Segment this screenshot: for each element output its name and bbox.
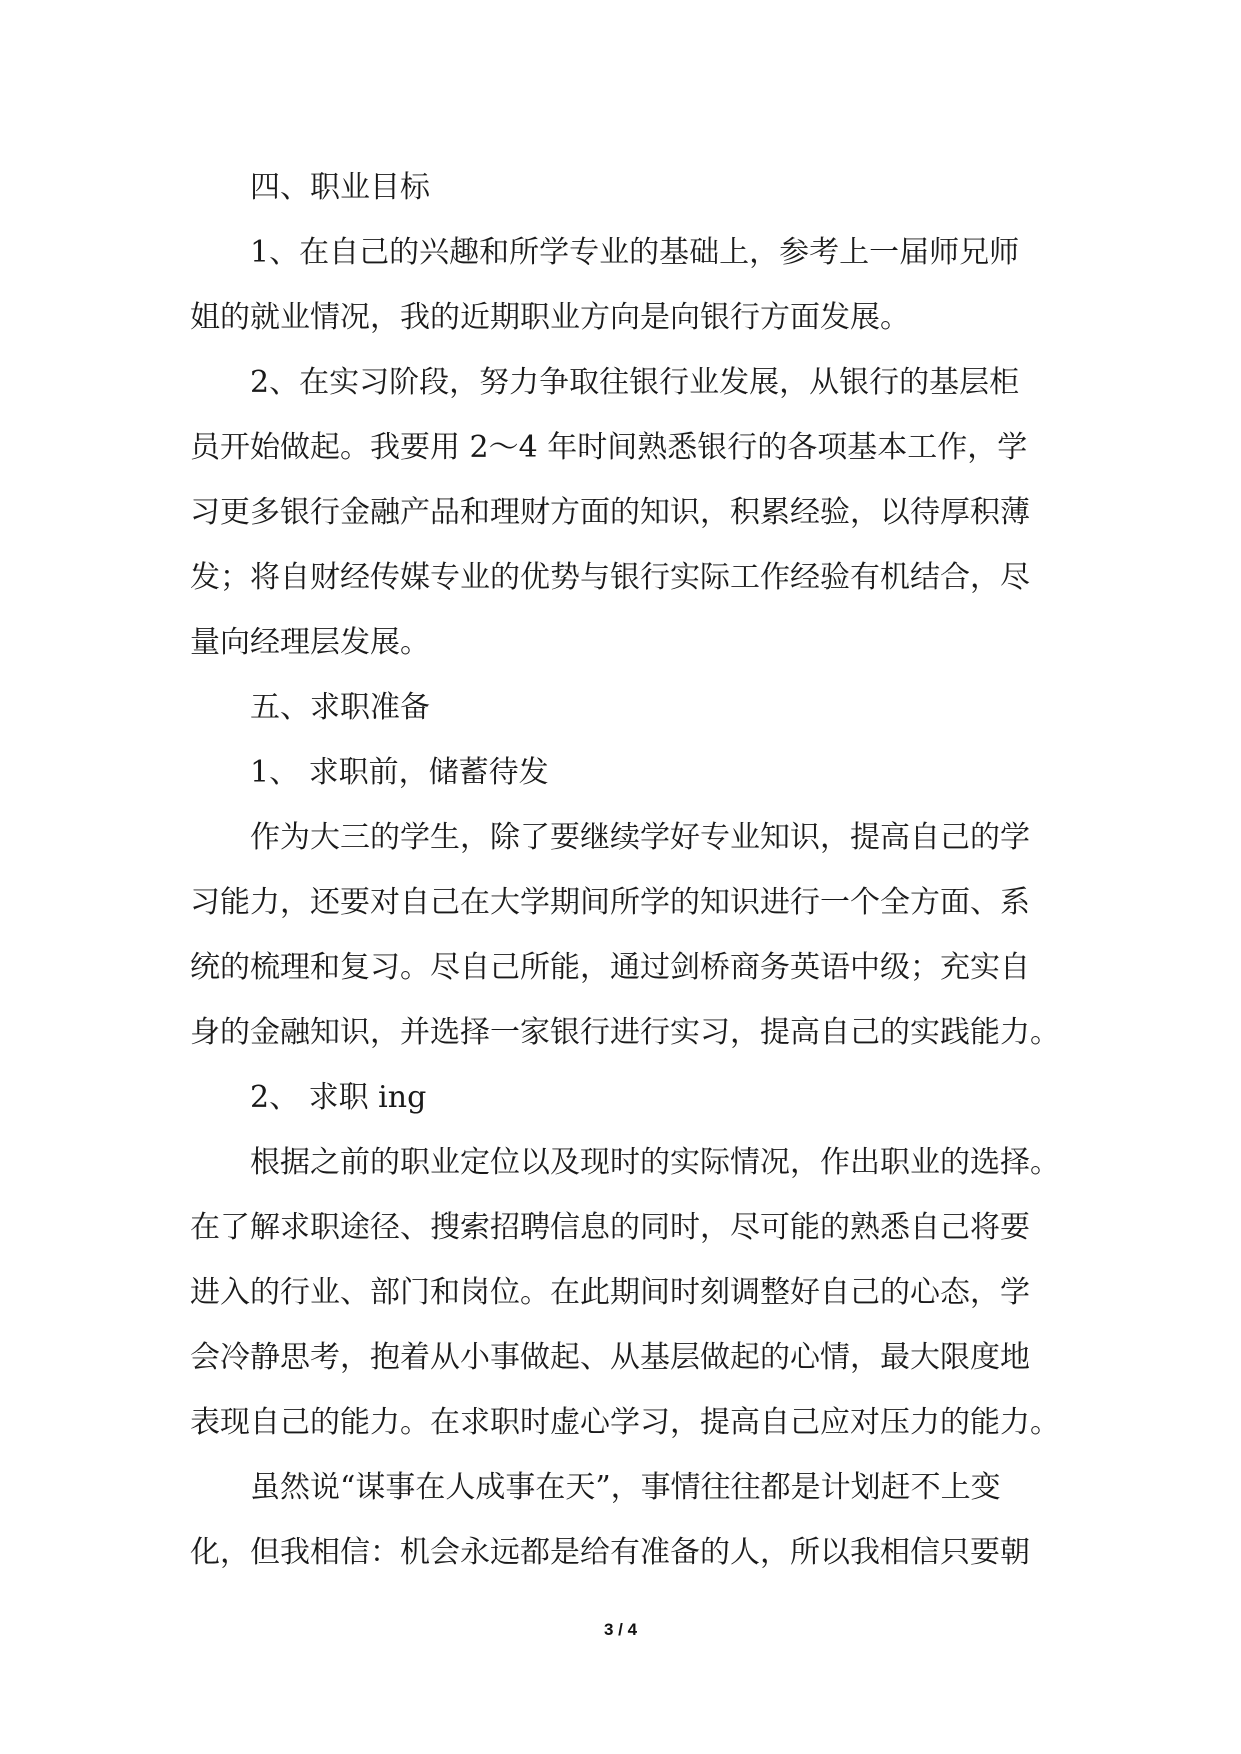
text-line: 表现自己的能力。在求职时虚心学习，提高自己应对压力的能力。 [190, 1405, 1060, 1440]
text-line: 姐的就业情况，我的近期职业方向是向银行方面发展。 [190, 300, 910, 335]
text-line: 五、求职准备 [250, 690, 430, 725]
page-number: 3 / 4 [603, 1620, 638, 1639]
text-line: 员开始做起。我要用 2～4 年时间熟悉银行的各项基本工作，学 [190, 430, 1028, 465]
text-line: 1、在自己的兴趣和所学专业的基础上，参考上一届师兄师 [250, 235, 1020, 270]
text-line: 1、 求职前，储蓄待发 [250, 755, 549, 790]
text-line: 作为大三的学生，除了要继续学好专业知识，提高自己的学 [250, 820, 1030, 855]
document-body [190, 155, 1060, 1585]
text-line: 化，但我相信：机会永远都是给有准备的人，所以我相信只要朝 [190, 1535, 1030, 1570]
text-line: 会冷静思考，抱着从小事做起、从基层做起的心情，最大限度地 [190, 1340, 1030, 1375]
text-line: 2、在实习阶段，努力争取往银行业发展，从银行的基层柜 [250, 365, 1020, 400]
text-line: 四、职业目标 [250, 170, 430, 205]
text-line: 进入的行业、部门和岗位。在此期间时刻调整好自己的心态，学 [190, 1275, 1030, 1310]
text-line: 习能力，还要对自己在大学期间所学的知识进行一个全方面、系 [190, 885, 1030, 920]
text-line: 发；将自财经传媒专业的优势与银行实际工作经验有机结合，尽 [190, 560, 1030, 595]
text-line: 根据之前的职业定位以及现时的实际情况，作出职业的选择。 [250, 1145, 1060, 1180]
text-line: 量向经理层发展。 [190, 625, 430, 660]
text-line: 在了解求职途径、搜索招聘信息的同时，尽可能的熟悉自己将要 [190, 1210, 1030, 1245]
text-line: 习更多银行金融产品和理财方面的知识，积累经验，以待厚积薄 [190, 495, 1030, 530]
text-line: 2、 求职 ing [250, 1080, 427, 1115]
text-line: 统的梳理和复习。尽自己所能，通过剑桥商务英语中级；充实自 [190, 950, 1030, 985]
text-line: 虽然说“谋事在人成事在天”，事情往往都是计划赶不上变 [250, 1470, 1001, 1505]
text-line: 身的金融知识，并选择一家银行进行实习，提高自己的实践能力。 [190, 1015, 1060, 1050]
